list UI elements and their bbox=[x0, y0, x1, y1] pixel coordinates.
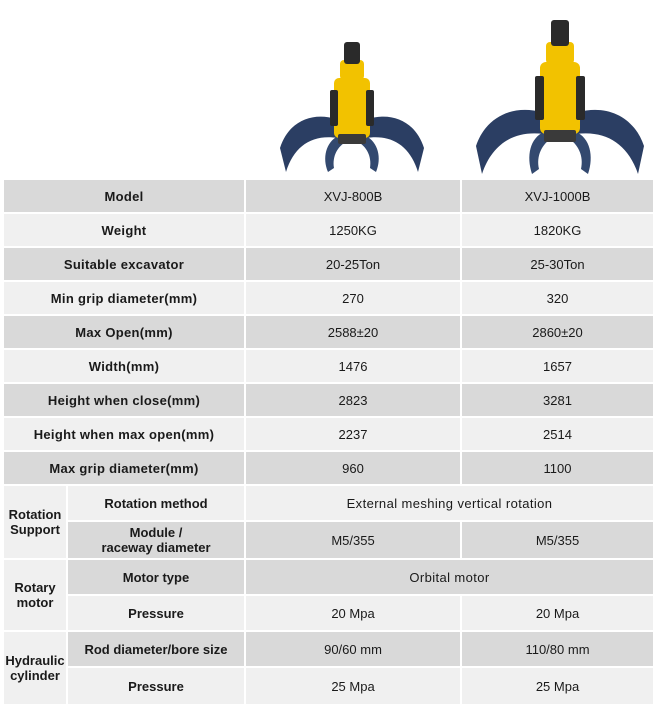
row-label: Max grip diameter(mm) bbox=[3, 451, 245, 485]
value-xvj-800b: 2237 bbox=[245, 417, 461, 451]
table-row-height-close bbox=[3, 383, 654, 417]
value-xvj-1000b: 3281 bbox=[461, 383, 654, 417]
value-xvj-1000b: 25 Mpa bbox=[461, 667, 654, 705]
value-xvj-800b: 2588±20 bbox=[245, 315, 461, 349]
table-row-rotation-method bbox=[3, 485, 654, 521]
value-xvj-800b: M5/355 bbox=[245, 521, 461, 559]
table-row-weight bbox=[3, 213, 654, 247]
row-label: Width(mm) bbox=[3, 349, 245, 383]
value-xvj-800b: XVJ-800B bbox=[245, 179, 461, 213]
value-xvj-800b: 90/60 mm bbox=[245, 631, 461, 667]
row-label: Pressure bbox=[67, 595, 245, 631]
value-xvj-1000b: M5/355 bbox=[461, 521, 654, 559]
value-xvj-800b: 2823 bbox=[245, 383, 461, 417]
value-xvj-1000b: 1820KG bbox=[461, 213, 654, 247]
table-row-motor-pressure bbox=[3, 595, 654, 631]
table-row-height-max-open bbox=[3, 417, 654, 451]
table-row-model bbox=[3, 179, 654, 213]
value-xvj-800b: 1476 bbox=[245, 349, 461, 383]
row-label: Max Open(mm) bbox=[3, 315, 245, 349]
row-label: Model bbox=[3, 179, 245, 213]
row-label-module bbox=[67, 521, 245, 559]
value-xvj-800b: 20-25Ton bbox=[245, 247, 461, 281]
module-label-line-2: raceway diameter bbox=[101, 540, 211, 555]
value-xvj-1000b: XVJ-1000B bbox=[461, 179, 654, 213]
value-xvj-1000b: 20 Mpa bbox=[461, 595, 654, 631]
value-xvj-800b: 1250KG bbox=[245, 213, 461, 247]
table-row-width bbox=[3, 349, 654, 383]
module-label-line-1: Module / bbox=[129, 525, 183, 540]
value-xvj-1000b: 25-30Ton bbox=[461, 247, 654, 281]
table-row-max-grip bbox=[3, 451, 654, 485]
row-label: Rod diameter/bore size bbox=[67, 631, 245, 667]
table-row-motor-type bbox=[3, 559, 654, 595]
row-label: Motor type bbox=[67, 559, 245, 595]
table-row-module bbox=[3, 521, 654, 559]
group-label-rotary-motor: Rotary motor bbox=[3, 559, 67, 631]
row-label: Pressure bbox=[67, 667, 245, 705]
value-motor-type: Orbital motor bbox=[245, 559, 654, 595]
value-xvj-1000b: 110/80 mm bbox=[461, 631, 654, 667]
table-row-max-open bbox=[3, 315, 654, 349]
table-row-cylinder-pressure bbox=[3, 667, 654, 705]
product-images bbox=[0, 0, 657, 178]
value-xvj-1000b: 1657 bbox=[461, 349, 654, 383]
grapple-image-xvj-800b bbox=[272, 38, 432, 178]
table-row-suitable-excavator bbox=[3, 247, 654, 281]
row-label: Suitable excavator bbox=[3, 247, 245, 281]
value-xvj-800b: 20 Mpa bbox=[245, 595, 461, 631]
row-label: Weight bbox=[3, 213, 245, 247]
value-xvj-800b: 25 Mpa bbox=[245, 667, 461, 705]
spec-table bbox=[2, 178, 655, 706]
group-label-rotation-support: Rotation Support bbox=[3, 485, 67, 559]
value-xvj-800b: 960 bbox=[245, 451, 461, 485]
grapple-image-xvj-1000b bbox=[470, 16, 650, 178]
value-xvj-1000b: 320 bbox=[461, 281, 654, 315]
value-xvj-1000b: 2860±20 bbox=[461, 315, 654, 349]
value-xvj-800b: 270 bbox=[245, 281, 461, 315]
row-label: Rotation method bbox=[67, 485, 245, 521]
row-label: Min grip diameter(mm) bbox=[3, 281, 245, 315]
group-label-hydraulic-cylinder: Hydraulic cylinder bbox=[3, 631, 67, 705]
row-label: Height when max open(mm) bbox=[3, 417, 245, 451]
table-row-min-grip bbox=[3, 281, 654, 315]
value-xvj-1000b: 2514 bbox=[461, 417, 654, 451]
table-row-rod-diameter bbox=[3, 631, 654, 667]
value-rotation-method: External meshing vertical rotation bbox=[245, 485, 654, 521]
value-xvj-1000b: 1100 bbox=[461, 451, 654, 485]
row-label: Height when close(mm) bbox=[3, 383, 245, 417]
